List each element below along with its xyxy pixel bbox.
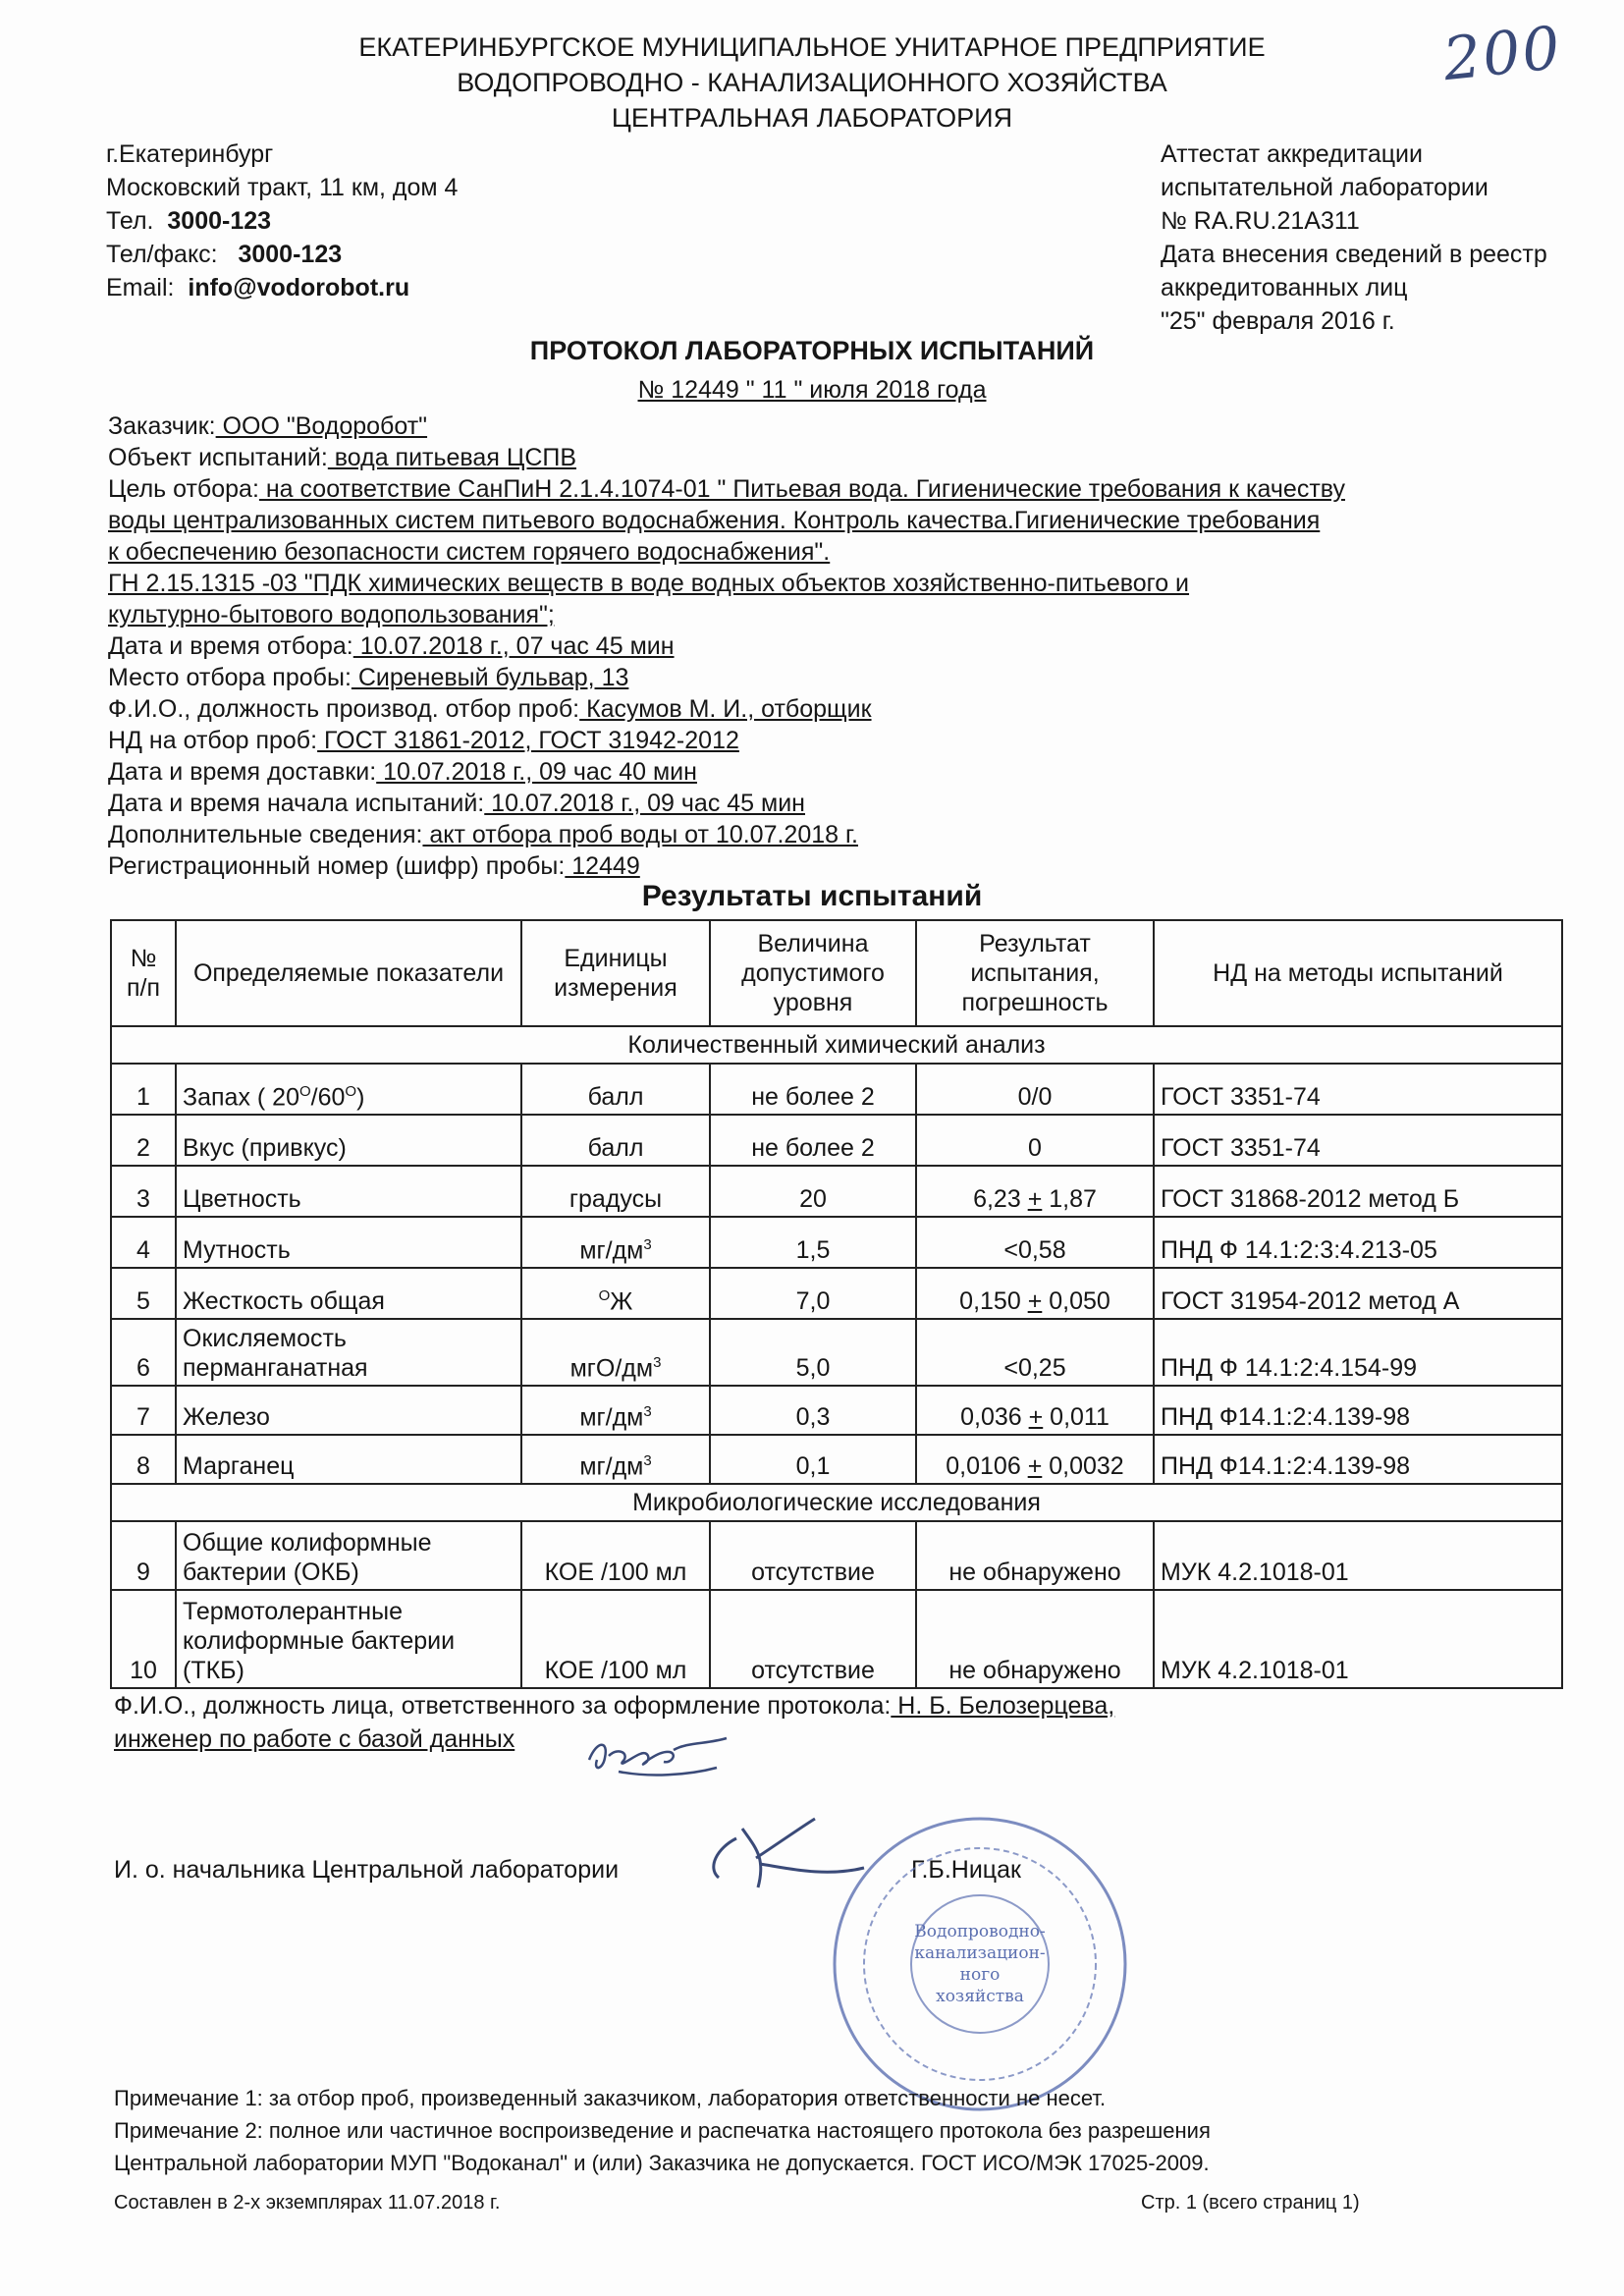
row-method: ПНД Ф14.1:2:4.139-98 xyxy=(1154,1435,1562,1484)
result-value: 6,23 xyxy=(973,1185,1028,1213)
row-limit: 0,3 xyxy=(710,1386,916,1435)
extra-value: акт отбора проб воды от 10.07.2018 г. xyxy=(422,821,858,848)
row-num: 7 xyxy=(111,1386,176,1435)
row-unit xyxy=(521,1268,710,1319)
row-num: 9 xyxy=(111,1521,176,1590)
note-3: Центральной лаборатории МУП "Водоканал" и (или) Заказчика не допускается. ГОСТ ИСО/МЭК 17025-2009. xyxy=(114,2151,1210,2175)
responsible-position: инженер по работе с базой данных xyxy=(114,1725,515,1753)
email-label: Email: xyxy=(106,274,175,301)
row-limit: 5,0 xyxy=(710,1319,916,1386)
fax-value: 3000-123 xyxy=(238,241,343,268)
row-method: ПНД Ф14.1:2:4.139-98 xyxy=(1154,1386,1562,1435)
responsible-label: Ф.И.О., должность лица, ответственного за оформление протокола: xyxy=(114,1692,892,1720)
row-result: 0/0 xyxy=(916,1064,1154,1115)
row-num: 2 xyxy=(111,1115,176,1166)
plus-minus: + xyxy=(1027,1452,1043,1480)
nd-value: ГОСТ 31861-2012, ГОСТ 31942-2012 xyxy=(317,727,739,754)
purpose-row xyxy=(108,473,1345,505)
purpose-line-3: к обеспечению безопасности систем горячего водоснабжения". xyxy=(108,538,831,566)
customer-label: Заказчик: xyxy=(108,412,216,440)
row-limit: не более 2 xyxy=(710,1115,916,1166)
responsible-row xyxy=(114,1689,1114,1722)
accreditation-block xyxy=(1161,137,1547,338)
organization-stamp xyxy=(823,1807,1137,2121)
sample-datetime-label: Дата и время отбора: xyxy=(108,632,353,660)
plus-minus: + xyxy=(1028,1403,1044,1431)
row-unit: КОЕ /100 мл xyxy=(521,1590,710,1688)
header-method: НД на методы испытаний xyxy=(1154,920,1562,1026)
delivery-value: 10.07.2018 г., 09 час 40 мин xyxy=(376,758,697,786)
org-line-3: ЦЕНТРАЛЬНАЯ ЛАБОРАТОРИЯ xyxy=(611,103,1013,133)
row-unit: балл xyxy=(521,1115,710,1166)
sampler-label: Ф.И.О., должность производ. отбор проб: xyxy=(108,695,580,723)
extra-label: Дополнительные сведения: xyxy=(108,821,423,848)
reg-value: 12449 xyxy=(565,852,640,880)
row-limit: 1,5 xyxy=(710,1217,916,1268)
row-num: 5 xyxy=(111,1268,176,1319)
row-indicator: Общие колиформные бактерии (ОКБ) xyxy=(176,1521,521,1590)
row-unit xyxy=(521,1217,710,1268)
row-result: не обнаружено xyxy=(916,1521,1154,1590)
unit-text: мг/дм xyxy=(579,1452,644,1480)
table-row xyxy=(111,1064,1562,1115)
start-value: 10.07.2018 г., 09 час 45 мин xyxy=(484,790,805,817)
row-indicator: Марганец xyxy=(176,1435,521,1484)
extra-row xyxy=(108,819,1345,850)
indicator-text: Запах ( 20 xyxy=(183,1083,299,1111)
row-num: 3 xyxy=(111,1166,176,1217)
table-row xyxy=(111,1217,1562,1268)
start-label: Дата и время начала испытаний: xyxy=(108,790,485,817)
sample-datetime-value: 10.07.2018 г., 07 час 45 мин xyxy=(352,632,675,660)
plus-minus: + xyxy=(1027,1287,1043,1315)
row-method: МУК 4.2.1018-01 xyxy=(1154,1521,1562,1590)
purpose-line-4: ГН 2.15.1315 -03 "ПДК химических веществ в воде водных объектов хозяйственно-питьевого и xyxy=(108,570,1190,597)
fax-label: Тел/факс: xyxy=(106,241,218,268)
indicator-end: ) xyxy=(356,1083,365,1111)
row-indicator: Жесткость общая xyxy=(176,1268,521,1319)
header-limit: Величина допустимого уровня xyxy=(710,920,916,1026)
object-value: вода питьевая ЦСПВ xyxy=(327,444,577,471)
row-unit: КОЕ /100 мл xyxy=(521,1521,710,1590)
address-fax xyxy=(106,238,458,271)
sample-datetime-row xyxy=(108,630,1345,662)
row-result xyxy=(916,1435,1154,1484)
protocol-title: ПРОТОКОЛ ЛАБОРАТОРНЫХ ИСПЫТАНИЙ xyxy=(529,336,1095,365)
copies-note: Составлен в 2-х экземплярах 11.07.2018 г. xyxy=(114,2192,501,2214)
header-unit: Единицы измерения xyxy=(521,920,710,1026)
stamp-text-1: Водопроводно- xyxy=(914,1922,1046,1941)
row-limit: отсутствие xyxy=(710,1590,916,1688)
unit-text: мгО/дм xyxy=(569,1354,654,1382)
nd-row xyxy=(108,725,1345,756)
table-row xyxy=(111,1435,1562,1484)
result-error: 1,87 xyxy=(1042,1185,1097,1213)
row-limit: не более 2 xyxy=(710,1064,916,1115)
row-indicator: Вкус (привкус) xyxy=(176,1115,521,1166)
row-result xyxy=(916,1166,1154,1217)
row-unit xyxy=(521,1435,710,1484)
note-1: Примечание 1: за отбор проб, произведенный заказчиком, лаборатория ответственности не несет. xyxy=(114,2086,1107,2110)
address-email xyxy=(106,271,458,304)
result-value: 0,150 xyxy=(959,1287,1028,1315)
reg-label: Регистрационный номер (шифр) пробы: xyxy=(108,852,566,880)
table-row xyxy=(111,1268,1562,1319)
nd-label: НД на отбор проб: xyxy=(108,727,318,754)
responsible-name: Н. Б. Белозерцева, xyxy=(891,1692,1115,1720)
row-method: ГОСТ 31954-2012 метод А xyxy=(1154,1268,1562,1319)
sampler-row xyxy=(108,693,1345,725)
purpose-line-2: воды централизованных систем питьевого водоснабжения. Контроль качества.Гигиенические требования xyxy=(108,507,1321,534)
row-result: не обнаружено xyxy=(916,1590,1154,1688)
table-row xyxy=(111,1115,1562,1166)
address-block xyxy=(106,137,458,304)
table-row xyxy=(111,1166,1562,1217)
row-method: МУК 4.2.1018-01 xyxy=(1154,1590,1562,1688)
results-table xyxy=(110,919,1563,1689)
organization-header xyxy=(0,29,1624,136)
results-title: Результаты испытаний xyxy=(641,880,983,912)
email-value: info@vodorobot.ru xyxy=(188,274,410,301)
result-value: 0,0106 xyxy=(946,1452,1028,1480)
row-indicator: Мутность xyxy=(176,1217,521,1268)
row-unit xyxy=(521,1386,710,1435)
table-row xyxy=(111,1386,1562,1435)
purpose-line-1: на соответствие СанПиН 2.1.4.1074-01 " Питьевая вода. Гигиенические требования к качеству xyxy=(258,475,1345,503)
table-row xyxy=(111,1521,1562,1590)
unit-sup: 3 xyxy=(643,1235,652,1253)
row-num: 6 xyxy=(111,1319,176,1386)
accreditation-line-2: испытательной лаборатории xyxy=(1161,174,1489,201)
customer-row xyxy=(108,410,1345,442)
sample-place-value: Сиреневый бульвар, 13 xyxy=(351,664,629,691)
plus-minus: + xyxy=(1027,1185,1043,1213)
org-line-2: ВОДОПРОВОДНО - КАНАЛИЗАЦИОННОГО ХОЗЯЙСТВА xyxy=(457,68,1167,97)
row-unit: градусы xyxy=(521,1166,710,1217)
sampler-value: Касумов М. И., отборщик xyxy=(579,695,872,723)
protocol-number: № 12449 " 11 " июля 2018 года xyxy=(637,376,987,404)
row-result: <0,25 xyxy=(916,1319,1154,1386)
row-num: 10 xyxy=(111,1590,176,1688)
table-row xyxy=(111,1319,1562,1386)
row-method: ГОСТ 31868-2012 метод Б xyxy=(1154,1166,1562,1217)
phone-label: Тел. xyxy=(106,207,154,235)
row-indicator xyxy=(176,1064,521,1115)
object-row xyxy=(108,442,1345,473)
degree-sup: О xyxy=(345,1082,357,1100)
reg-row xyxy=(108,850,1345,882)
section-microbiology: Микробиологические исследования xyxy=(111,1484,1562,1521)
accreditation-line-1: Аттестат аккредитации xyxy=(1161,140,1423,168)
row-indicator: Окисляемость перманганатная xyxy=(176,1319,521,1386)
page-footer: Стр. 1 (всего страниц 1) xyxy=(1141,2192,1360,2214)
row-indicator: Термотолерантные колиформные бактерии (ТКБ) xyxy=(176,1590,521,1688)
purpose-label: Цель отбора: xyxy=(108,475,259,503)
page-number-handwritten: 200 xyxy=(1439,13,1565,95)
head-label: И. о. начальника Центральной лаборатории xyxy=(114,1856,620,1884)
notes-block xyxy=(114,2082,1211,2179)
row-indicator: Железо xyxy=(176,1386,521,1435)
stamp-text-2: канализацион- xyxy=(914,1943,1046,1963)
sample-place-row xyxy=(108,662,1345,693)
indicator-mid: /60 xyxy=(310,1083,346,1111)
responsible-signature xyxy=(579,1721,746,1789)
address-street: Московский тракт, 11 км, дом 4 xyxy=(106,174,459,201)
org-line-1: ЕКАТЕРИНБУРГСКОЕ МУНИЦИПАЛЬНОЕ УНИТАРНОЕ ПРЕДПРИЯТИЕ xyxy=(358,32,1266,62)
purpose-line-5: культурно-бытового водопользования"; xyxy=(108,601,555,629)
unit-sup: 3 xyxy=(643,1451,652,1469)
result-error: 0,0032 xyxy=(1042,1452,1124,1480)
object-label: Объект испытаний: xyxy=(108,444,328,471)
result-value: 0,036 xyxy=(960,1403,1029,1431)
sample-place-label: Место отбора пробы: xyxy=(108,664,352,691)
row-unit xyxy=(521,1319,710,1386)
stamp-text-4: хозяйства xyxy=(936,1987,1024,2006)
unit-sup: 3 xyxy=(643,1402,652,1420)
address-phone xyxy=(106,204,458,238)
row-result: <0,58 xyxy=(916,1217,1154,1268)
table-header-row xyxy=(111,920,1562,1026)
unit-text: Ж xyxy=(610,1287,633,1315)
row-num: 4 xyxy=(111,1217,176,1268)
row-num: 1 xyxy=(111,1064,176,1115)
table-row xyxy=(111,1590,1562,1688)
row-unit: балл xyxy=(521,1064,710,1115)
section-chemical: Количественный химический анализ xyxy=(111,1026,1562,1064)
unit-text: мг/дм xyxy=(579,1236,644,1264)
phone-value: 3000-123 xyxy=(167,207,272,235)
row-result xyxy=(916,1268,1154,1319)
row-limit: отсутствие xyxy=(710,1521,916,1590)
row-result xyxy=(916,1386,1154,1435)
row-method: ГОСТ 3351-74 xyxy=(1154,1064,1562,1115)
row-method: ПНД Ф 14.1:2:4.154-99 xyxy=(1154,1319,1562,1386)
delivery-label: Дата и время доставки: xyxy=(108,758,377,786)
header-result: Результат испытания, погрешность xyxy=(916,920,1154,1026)
row-limit: 20 xyxy=(710,1166,916,1217)
head-name: Г.Б.Ницак xyxy=(911,1856,1021,1884)
protocol-details xyxy=(108,410,1345,882)
header-num: № п/п xyxy=(111,920,176,1026)
header-indicator: Определяемые показатели xyxy=(176,920,521,1026)
delivery-row xyxy=(108,756,1345,788)
note-2: Примечание 2: полное или частичное воспроизведение и распечатка настоящего протокола без разрешения xyxy=(114,2118,1211,2143)
row-limit: 7,0 xyxy=(710,1268,916,1319)
result-error: 0,050 xyxy=(1042,1287,1110,1315)
accreditation-line-6: "25" февраля 2016 г. xyxy=(1161,307,1395,335)
accreditation-line-4: Дата внесения сведений в реестр xyxy=(1161,241,1547,268)
degree-sup: О xyxy=(298,1082,311,1100)
row-result: 0 xyxy=(916,1115,1154,1166)
row-method: ГОСТ 3351-74 xyxy=(1154,1115,1562,1166)
accreditation-line-5: аккредитованных лиц xyxy=(1161,274,1408,301)
row-limit: 0,1 xyxy=(710,1435,916,1484)
row-num: 8 xyxy=(111,1435,176,1484)
row-indicator: Цветность xyxy=(176,1166,521,1217)
stamp-text-3: ного xyxy=(959,1965,1001,1985)
unit-text: мг/дм xyxy=(579,1403,644,1431)
unit-sup: 3 xyxy=(653,1353,662,1371)
degree-sup: О xyxy=(598,1286,611,1304)
row-method: ПНД Ф 14.1:2:3:4.213-05 xyxy=(1154,1217,1562,1268)
result-error: 0,011 xyxy=(1043,1403,1110,1431)
start-row xyxy=(108,788,1345,819)
accreditation-line-3: № RA.RU.21A311 xyxy=(1161,207,1360,235)
address-city: г.Екатеринбург xyxy=(106,140,274,168)
customer-value: ООО "Водоробот" xyxy=(215,412,428,440)
